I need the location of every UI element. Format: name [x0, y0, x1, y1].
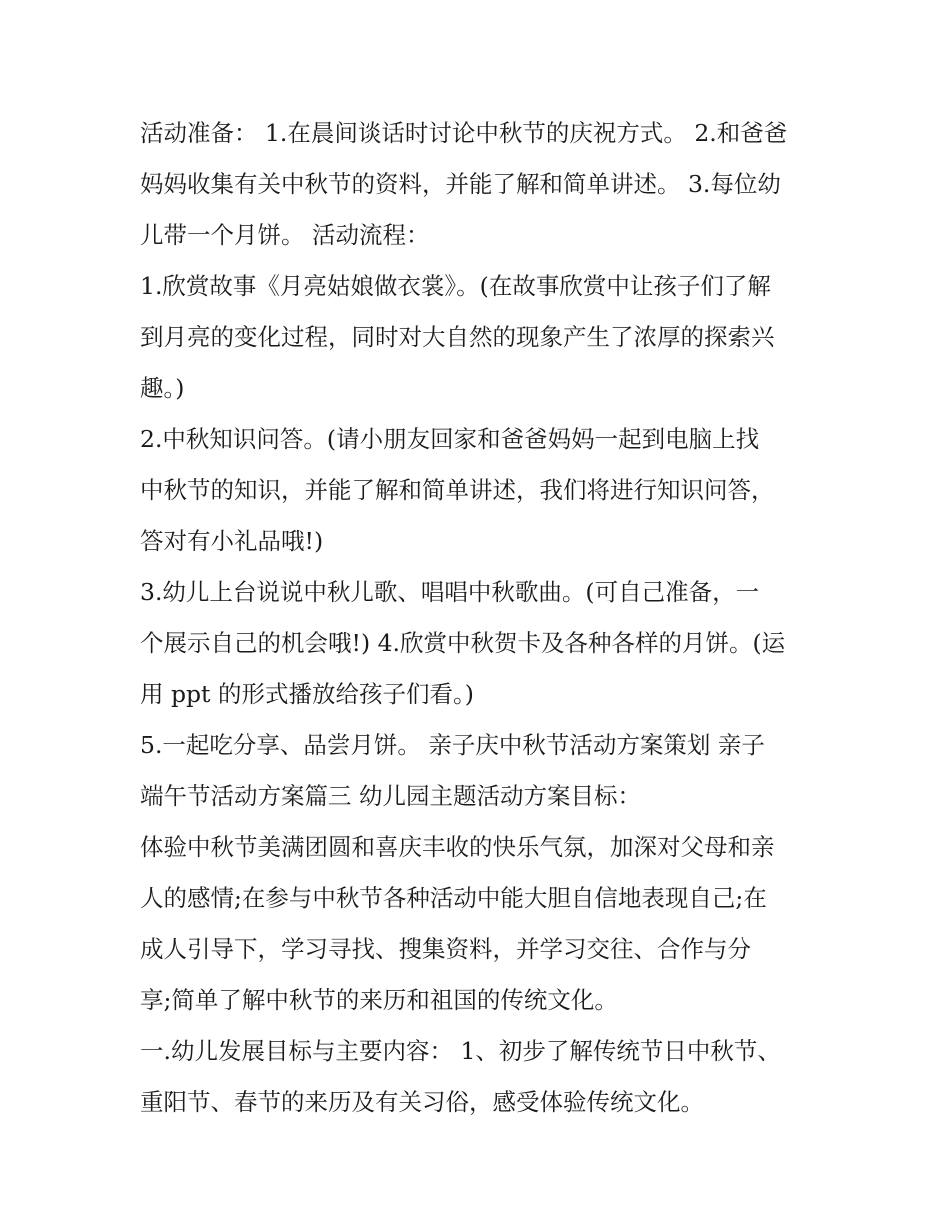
text-line: 用 ppt 的形式播放给孩子们看。) — [140, 680, 474, 708]
text-line: 活动准备： 1.在晨间谈话时讨论中秋节的庆祝方式。 2.和爸爸 — [140, 119, 788, 147]
text-line: 2.中秋知识问答。(请小朋友回家和爸爸妈妈一起到电脑上找 — [140, 425, 760, 453]
document-body — [140, 108, 820, 1128]
text-line: 3.幼儿上台说说中秋儿歌、唱唱中秋歌曲。(可自己准备，一 — [140, 578, 760, 606]
text-line: 人的感情;在参与中秋节各种活动中能大胆自信地表现自己;在 — [140, 884, 767, 912]
text-line: 到月亮的变化过程，同时对大自然的现象产生了浓厚的探索兴 — [140, 323, 775, 351]
text-line: 5.一起吃分享、品尝月饼。 亲子庆中秋节活动方案策划 亲子 — [140, 731, 765, 759]
text-line: 体验中秋节美满团圆和喜庆丰收的快乐气氛，加深对父母和亲 — [140, 833, 775, 861]
text-line: 中秋节的知识，并能了解和简单讲述，我们将进行知识问答， — [140, 476, 775, 504]
text-line: 重阳节、春节的来历及有关习俗，感受体验传统文化。 — [140, 1088, 704, 1116]
text-line: 妈妈收集有关中秋节的资料，并能了解和简单讲述。 3.每位幼 — [140, 170, 781, 198]
text-line: 个展示自己的机会哦!) 4.欣赏中秋贺卡及各种各样的月饼。(运 — [140, 629, 786, 657]
text-line: 享;简单了解中秋节的来历和祖国的传统文化。 — [140, 986, 618, 1014]
text-line: 一.幼儿发展目标与主要内容： 1、初步了解传统节日中秋节、 — [140, 1037, 781, 1065]
text-line: 趣。) — [140, 374, 185, 402]
text-line: 成人引导下，学习寻找、搜集资料，并学习交往、合作与分 — [140, 935, 751, 963]
text-line: 端午节活动方案篇三 幼儿园主题活动方案目标： — [140, 782, 641, 810]
text-line: 儿带一个月饼。 活动流程： — [140, 221, 430, 249]
text-line: 1.欣赏故事《月亮姑娘做衣裳》。(在故事欣赏中让孩子们了解 — [140, 272, 771, 300]
text-line: 答对有小礼品哦!) — [140, 527, 324, 555]
